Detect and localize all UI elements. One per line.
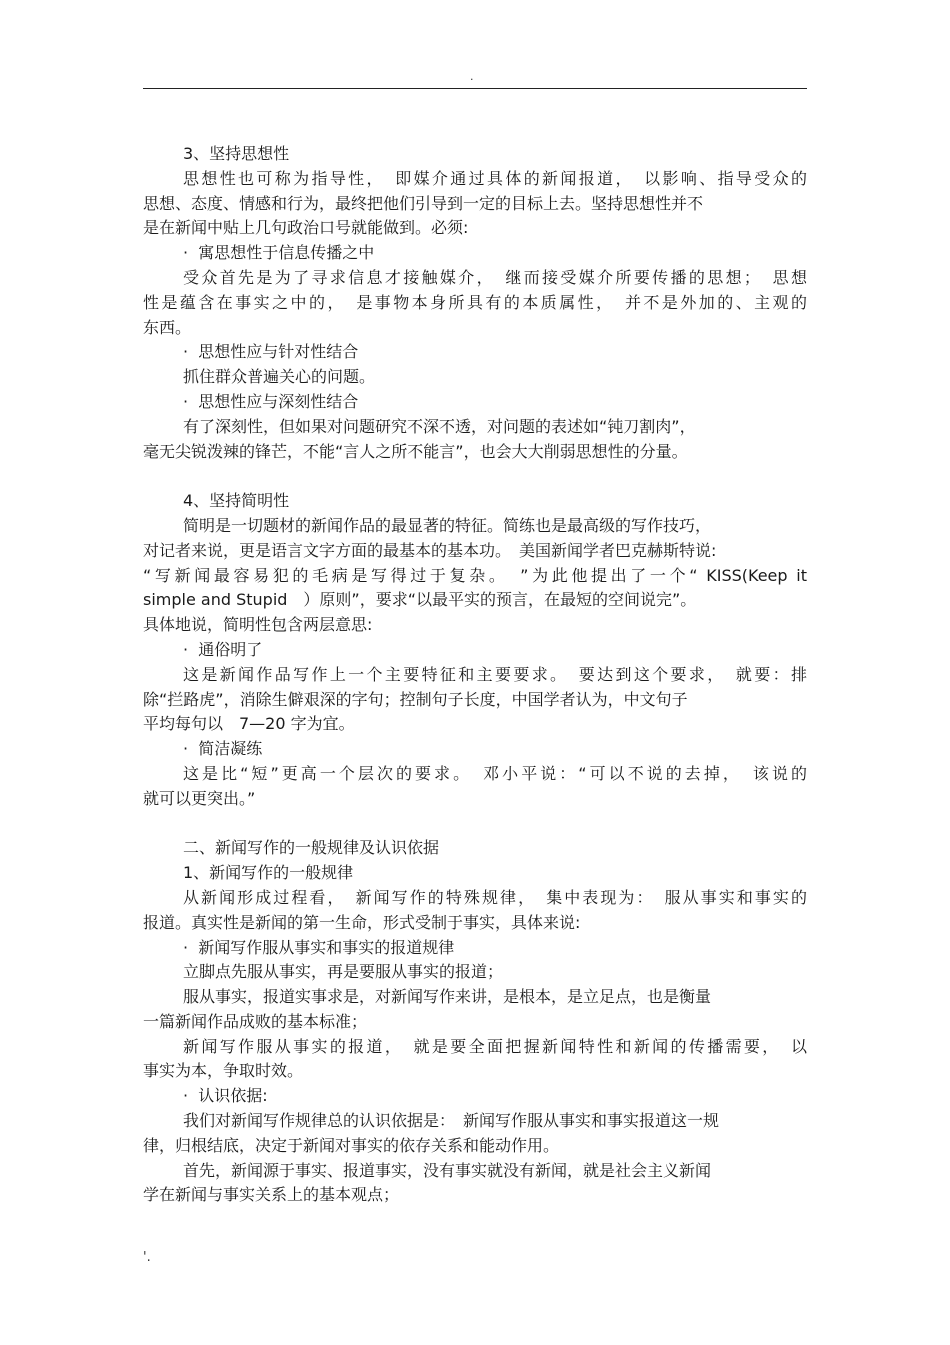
header-rule <box>143 88 807 89</box>
footer-mark: '. <box>143 1250 151 1265</box>
text-line: simple and Stupid ）原则”，要求“以最平实的预言，在最短的空间说完”。 <box>143 590 697 610</box>
header-mark: . <box>470 70 474 83</box>
text-line: 毫无尖锐泼辣的锋芒，不能“言人之所不能言”，也会大大削弱思想性的分量。 <box>143 441 688 461</box>
text-line: 对记者来说，更是语言文字方面的最基本的基本功。 美国新闻学者巴克赫斯特说: <box>143 540 717 560</box>
text-line: · 寓思想性于信息传播之中 <box>183 243 375 263</box>
text-line: 一篇新闻作品成败的基本标准； <box>143 1011 368 1031</box>
text-line: 具体地说，简明性包含两层意思: <box>143 615 373 635</box>
text-line: 受众首先是为了寻求信息才接触媒介， 继而接受媒介所要传播的思想； 思想 <box>183 267 807 287</box>
text-line: 思想、态度、情感和行为，最终把他们引导到一定的目标上去。坚持思想性并不 <box>143 193 704 213</box>
text-line: 除“拦路虎”，消除生僻艰深的字句；控制句子长度，中国学者认为，中文句子 <box>143 689 688 709</box>
blank-line <box>143 464 807 489</box>
text-line: 新闻写作服从事实的报道， 就是要全面把握新闻特性和新闻的传播需要， 以 <box>183 1036 807 1056</box>
text-line: 律，归根结底，决定于新闻对事实的依存关系和能动作用。 <box>143 1135 560 1155</box>
text-line: 从新闻形成过程看， 新闻写作的特殊规律， 集中表现为： 服从事实和事实的 <box>183 887 807 907</box>
text-line: · 简洁凝练 <box>183 739 263 759</box>
text-line: 思想性也可称为指导性， 即媒介通过具体的新闻报道， 以影响、指导受众的 <box>183 168 807 188</box>
text-line: 3、坚持思想性 <box>183 144 290 163</box>
text-line: 这是新闻作品写作上一个主要特征和主要要求。 要达到这个要求， 就要：排 <box>183 664 807 684</box>
text-line: · 新闻写作服从事实和事实的报道规律 <box>183 937 455 957</box>
text-line: 事实为本，争取时效。 <box>143 1061 304 1081</box>
text-line: · 认识依据: <box>183 1086 268 1106</box>
text-line: 服从事实，报道实事求是，对新闻写作来讲，是根本，是立足点，也是衡量 <box>183 987 712 1007</box>
text-line: 立脚点先服从事实，再是要服从事实的报道； <box>183 962 504 982</box>
text-line: 1、新闻写作的一般规律 <box>183 863 354 883</box>
text-line: 就可以更突出。” <box>143 788 256 808</box>
blank-line <box>143 812 807 837</box>
text-line: 东西。 <box>143 317 192 337</box>
text-line: · 思想性应与深刻性结合 <box>183 391 359 411</box>
text-line: 简明是一切题材的新闻作品的最显著的特征。简练也是最高级的写作技巧， <box>183 515 712 535</box>
text-line: 有了深刻性，但如果对问题研究不深不透，对问题的表述如“钝刀割肉”， <box>183 416 696 436</box>
text-line: 我们对新闻写作规律总的认识依据是： 新闻写作服从事实和事实报道这一规 <box>183 1111 720 1131</box>
document-body <box>143 142 807 1208</box>
text-line: · 通俗明了 <box>183 639 263 659</box>
text-line: 二、新闻写作的一般规律及认识依据 <box>183 838 440 858</box>
text-line: “写新闻最容易犯的毛病是写得过于复杂。 ”为此他提出了一个“ KISS(Keep it <box>143 565 807 585</box>
text-line: 平均每句以 7—20 字为宜。 <box>143 714 355 734</box>
text-line: 首先，新闻源于事实、报道事实，没有事实就没有新闻，就是社会主义新闻 <box>183 1160 712 1180</box>
text-line: 4、坚持简明性 <box>183 491 290 511</box>
text-line: 是在新闻中贴上几句政治口号就能做到。必须: <box>143 218 469 238</box>
text-line: 抓住群众普遍关心的问题。 <box>183 367 376 387</box>
text-line: 学在新闻与事实关系上的基本观点； <box>143 1185 400 1205</box>
text-line: 报道。真实性是新闻的第一生命，形式受制于事实，具体来说: <box>143 912 581 932</box>
text-line: · 思想性应与针对性结合 <box>183 342 359 362</box>
text-line: 性是蕴含在事实之中的， 是事物本身所具有的本质属性， 并不是外加的、主观的 <box>143 292 807 312</box>
text-line: 这是比“短”更高一个层次的要求。 邓小平说：“可以不说的去掉， 该说的 <box>183 763 807 783</box>
